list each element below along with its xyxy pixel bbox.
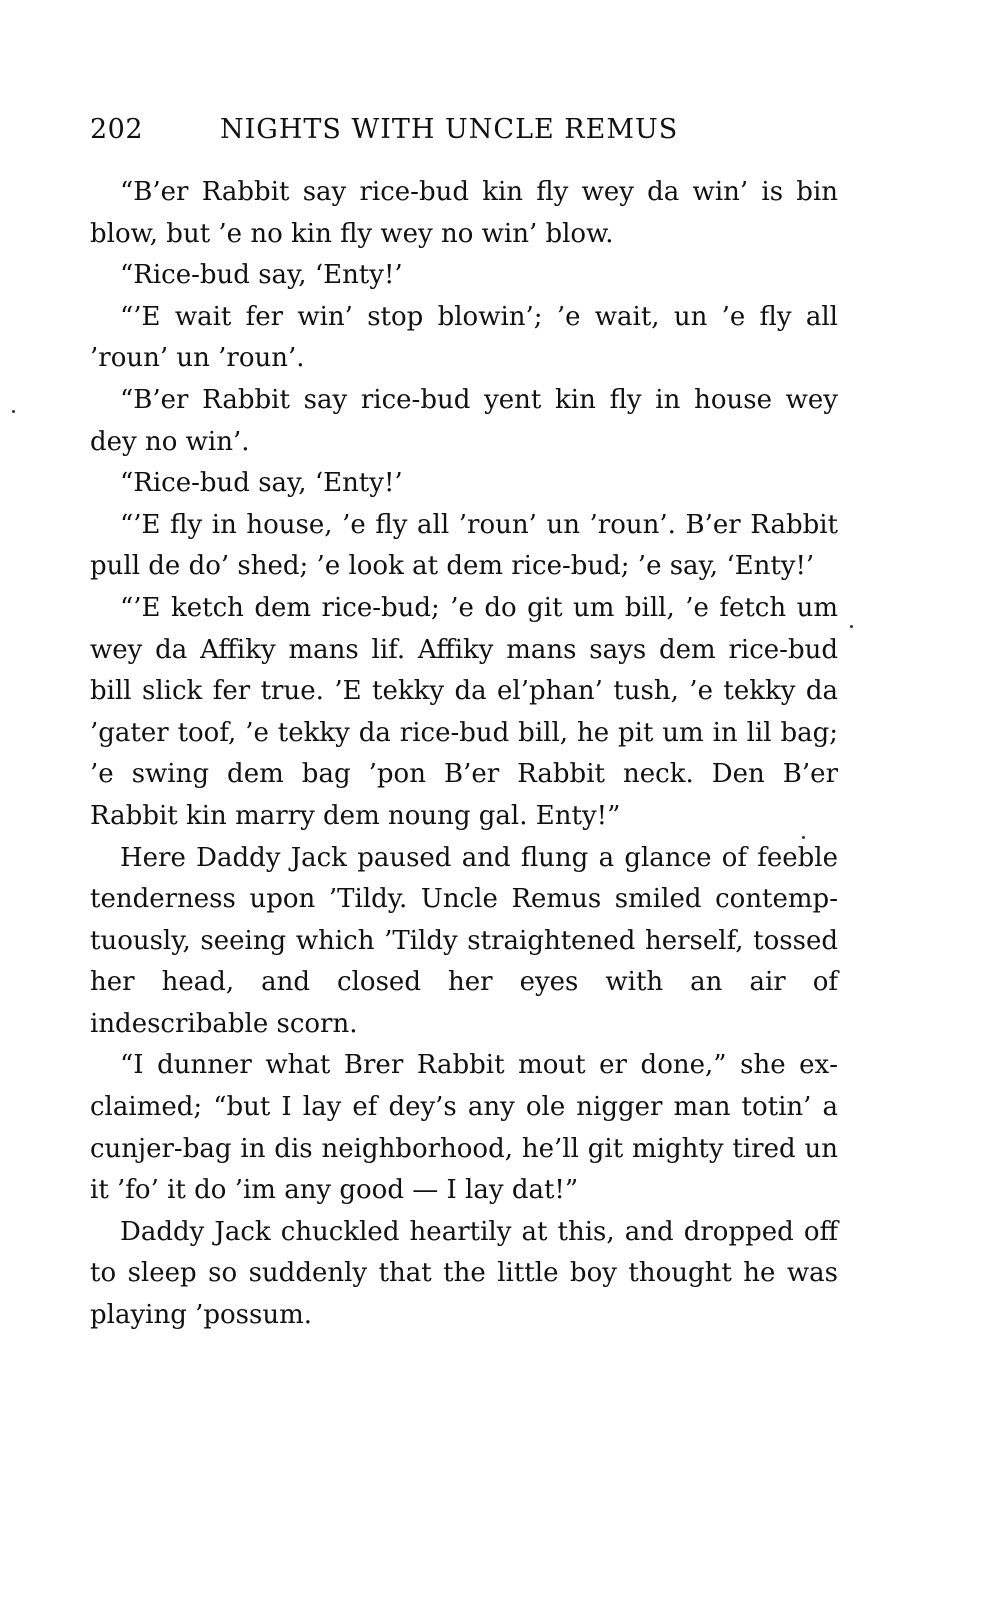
page-header (90, 114, 850, 154)
paragraph: “’E wait fer win’ stop blowin’; ’e wait, un ’e fly all ’roun’ un ’roun’. (90, 301, 838, 374)
paragraph: Here Daddy Jack paused and flung a glance of feeble tenderness upon ’Tildy. Uncle Remus smiled contemptuously, seeing which ’Tildy straightened herself, tossed her head, and closed her eyes with an air of indescribable scorn. (90, 842, 838, 1039)
paragraph: “Rice-bud say, ‘Enty!’ (120, 260, 403, 291)
paragraph: “B’er Rabbit say rice-bud kin fly wey da win’ is bin blow, but ’e no kin fly wey no win’ blow. (90, 177, 838, 249)
scan-speck (850, 625, 853, 628)
running-title: NIGHTS WITH UNCLE REMUS (220, 114, 679, 145)
paragraph: “I dunner what Brer Rabbit mout er done,” she exclaimed; “but I lay ef dey’s any ole nigger man totin’ a cunjer-bag in dis neighborhood, he’ll git mighty tired un it ’fo’ it do ’im any good — I lay dat!” (90, 1050, 838, 1206)
scan-speck (12, 410, 15, 413)
page-number: 202 (90, 114, 144, 145)
body-text (90, 172, 838, 1337)
paragraph: Daddy Jack chuckled heartily at this, and dropped off to sleep so suddenly that the little boy thought he was playing ’possum. (90, 1216, 838, 1331)
paragraph: “’E fly in house, ’e fly all ’roun’ un ’roun’. B’er Rabbit pull de do’ shed; ’e look at dem rice-bud; ’e say, ‘Enty!’ (90, 509, 838, 582)
paragraph: “’E ketch dem rice-bud; ’e do git um bill, ’e fetch um wey da Affiky mans lif. Affiky mans says dem rice-bud bill slick fer true. ’E tekky da el’phan’ tush, ’e tekky da ’gater toof, ’e tekky da rice-bud bill, he pit um in lil bag; ’e swing dem bag ’pon B’er Rabbit neck. Den B’er Rabbit kin marry dem noung gal. Enty!” (90, 592, 838, 831)
paragraph: “B’er Rabbit say rice-bud yent kin fly in house wey dey no win’. (90, 384, 838, 457)
scan-speck (802, 836, 805, 839)
paragraph: “Rice-bud say, ‘Enty!’ (120, 468, 403, 499)
